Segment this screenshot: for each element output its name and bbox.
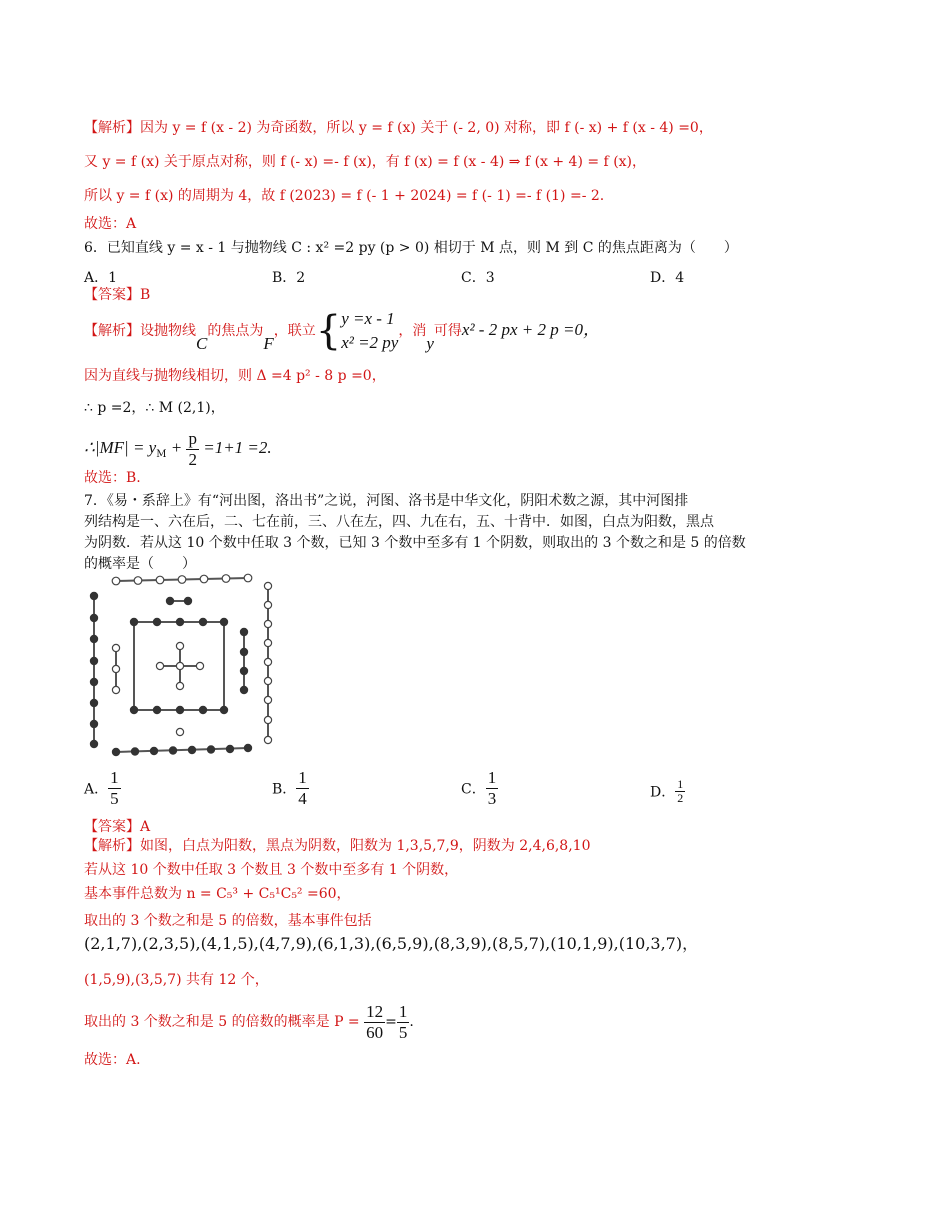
q6-answer: 【答案】B <box>84 287 151 303</box>
hetu-dot <box>90 635 98 643</box>
hetu-dot <box>153 618 161 626</box>
hetu-dot <box>130 706 138 714</box>
hetu-dot <box>169 746 177 754</box>
hetu-dot <box>176 728 183 735</box>
hetu-dot <box>200 575 208 583</box>
q7-stem-line-4: 的概率是（ ） <box>84 556 196 572</box>
hetu-dot <box>226 745 234 753</box>
hetu-dot <box>176 682 183 689</box>
q6-stem: 6．已知直线 y = x - 1 与抛物线 C : x² =2 py (p > 0) 相切于 M 点，则 M 到 C 的焦点距离为（ ） <box>84 240 738 256</box>
hetu-dot <box>156 576 164 584</box>
hetu-dot <box>264 639 271 646</box>
hetu-dot <box>90 614 98 622</box>
hetu-dot <box>184 597 192 605</box>
hetu-dot <box>90 657 98 665</box>
hetu-dot <box>90 720 98 728</box>
q7-option-c: C． $\frac{1}{3}$ <box>461 768 497 808</box>
right-white-dots <box>264 582 271 743</box>
hetu-dot <box>90 592 98 600</box>
hetu-dot <box>240 686 248 694</box>
q6-final: 故选：B. <box>84 470 141 486</box>
q7-solution-line-1: 【解析】如图，白点为阳数，黑点为阴数，阳数为 1,3,5,7,9，阴数为 2,4,6,8,10 <box>84 838 591 854</box>
q5-solution-line-3: 所以 y = f (x) 的周期为 4，故 f (2023) = f (- 1 + 2024) = f (- 1) =- f (1) =- 2. <box>84 188 605 204</box>
top-white-dots <box>112 574 252 585</box>
hetu-dot <box>153 706 161 714</box>
hetu-dot <box>244 574 252 582</box>
hetu-dot <box>199 618 207 626</box>
hetu-dot <box>156 662 163 669</box>
q5-answer: 故选：A <box>84 216 137 232</box>
q7-stem-line-3: 为阴数．若从这 10 个数中任取 3 个数，已知 3 个数中至多有 1 个阴数，则取出的 3 个数之和是 5 的倍数 <box>84 535 746 551</box>
hetu-dot <box>112 665 119 672</box>
hetu-dot <box>240 628 248 636</box>
q6-option-d: D．4 <box>650 270 685 286</box>
hetu-dot <box>264 716 271 723</box>
q7-solution-line-5: (2,1,7),(2,3,5),(4,1,5),(4,7,9),(6,1,3),(6,5,9),(8,3,9),(8,5,7),(10,1,9),(10,3,7)， <box>84 934 699 953</box>
hetu-dot <box>264 696 271 703</box>
q7-option-b: B． $\frac{1}{4}$ <box>272 768 307 808</box>
three-white-dots <box>112 644 119 693</box>
q6-option-a: A．1 <box>84 270 118 286</box>
hetu-dot <box>150 747 158 755</box>
hetu-dot <box>176 618 184 626</box>
hetu-dot <box>244 744 252 752</box>
hetu-dot <box>220 706 228 714</box>
hetu-dot <box>178 576 186 584</box>
hetu-dot <box>166 597 174 605</box>
hetu-dot <box>188 746 196 754</box>
q7-option-d: D． $\frac{1}{2}$ <box>650 777 684 805</box>
hetu-dot <box>264 582 271 589</box>
hetu-dot <box>199 706 207 714</box>
hetu-dot <box>112 644 119 651</box>
hetu-dot <box>90 678 98 686</box>
hetu-dot <box>112 748 120 756</box>
q6-solution-line-2: 因为直线与抛物线相切，则 Δ =4 p² - 8 p =0， <box>84 368 386 384</box>
hetu-dot <box>264 658 271 665</box>
q6-option-c: C．3 <box>461 270 495 286</box>
hetu-dot <box>264 620 271 627</box>
center-white-dots <box>156 642 203 689</box>
hetu-dot <box>196 662 203 669</box>
hetu-dot <box>264 736 271 743</box>
hetu-dot <box>90 699 98 707</box>
hetu-dot <box>134 577 142 585</box>
q6-option-b: B．2 <box>272 270 306 286</box>
p-over-2-fraction: $\frac{p}{2}$ <box>188 428 197 469</box>
hetu-dot <box>176 642 183 649</box>
q7-stem-line-1: 7．《易・系辞上》有“河出图，洛出书”之说，河图、洛书是中华文化，阴阳术数之源，其中河图排 <box>84 493 689 509</box>
hetu-dot <box>112 577 120 585</box>
q5-solution-line-2: 又 y = f (x) 关于原点对称，则 f (- x) =- f (x)，有 f (x) = f (x - 4) ⇒ f (x + 4) = f (x)， <box>84 154 647 170</box>
one-over-five: $\frac{1}{5}$ <box>398 1001 408 1042</box>
q7-solution-line-7: 取出的 3 个数之和是 5 的倍数的概率是 P = $\frac{12}{60}$ = $\frac{1}{5}$ . <box>84 1001 414 1042</box>
q7-solution-line-3: 基本事件总数为 n = C₅³ + C₅¹C₅² =60， <box>84 886 351 902</box>
hetu-dot <box>112 686 119 693</box>
hetu-dot <box>264 601 271 608</box>
q7-solution-line-4: 取出的 3 个数之和是 5 的倍数，基本事件包括 <box>84 913 372 929</box>
hetu-dot <box>176 662 183 669</box>
q6-solution-line-1: 【解析】设抛物线C的焦点为F，联立{ y =x - 1 x² =2 py ，消y可得x² - 2 px + 2 p =0， <box>84 308 600 354</box>
hetu-dot <box>264 677 271 684</box>
q6-solution-line-4: ∴|MF| = $y_M$ + $\frac{p}{2}$ =1+1 =2. <box>84 428 272 469</box>
hetu-dot <box>240 648 248 656</box>
q6-solution-line-3: ∴ p =2，∴ M (2,1)， <box>84 400 225 416</box>
hetu-diagram <box>84 572 280 764</box>
q7-option-a: A． $\frac{1}{5}$ <box>84 768 119 808</box>
q7-answer: 【答案】A <box>84 819 151 835</box>
hetu-dot <box>176 706 184 714</box>
hetu-dot <box>220 618 228 626</box>
hetu-dot <box>90 740 98 748</box>
hetu-dot <box>130 618 138 626</box>
hetu-dot <box>207 745 215 753</box>
q7-solution-line-2: 若从这 10 个数中任取 3 个数且 3 个数中至多有 1 个阴数， <box>84 862 459 878</box>
hetu-dot <box>131 747 139 755</box>
q7-solution-line-6: (1,5,9),(3,5,7) 共有 12 个， <box>84 972 269 988</box>
q7-final: 故选：A. <box>84 1052 141 1068</box>
q7-stem-line-2: 列结构是一、六在后，二、七在前，三、八在左，四、九在右，五、十背中．如图，白点为阳数，黑点 <box>84 514 714 530</box>
hetu-dot <box>240 667 248 675</box>
q5-solution-line-1: 【解析】因为 y = f (x - 2) 为奇函数，所以 y = f (x) 关于 (- 2, 0) 对称，即 f (- x) + f (x - 4) =0， <box>84 120 713 136</box>
twelve-over-sixty: $\frac{12}{60}$ <box>366 1001 384 1042</box>
hetu-dot <box>222 575 230 583</box>
